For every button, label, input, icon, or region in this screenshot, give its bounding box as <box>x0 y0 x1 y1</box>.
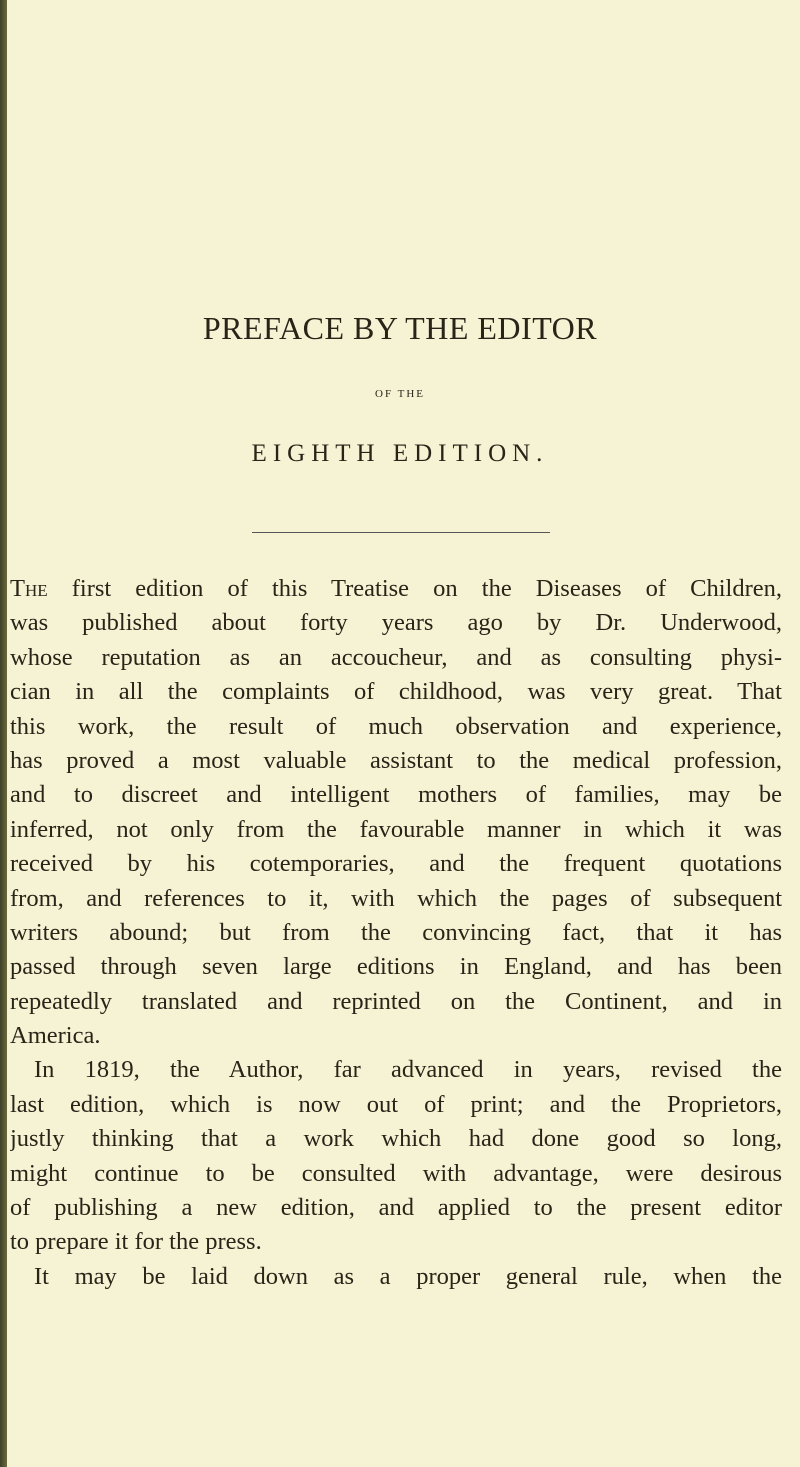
book-spine-edge <box>0 0 7 1467</box>
text-line: In 1819, the Author, far advanced in years, revised the <box>34 1056 782 1084</box>
page-title: PREFACE BY THE EDITOR <box>202 310 598 346</box>
text-line: this work, the result of much observation and experience, <box>10 712 782 740</box>
text-line: last edition, which is now out of print; and the Proprietors, <box>10 1090 782 1118</box>
text-line: and to discreet and intelligent mothers of families, may be <box>10 781 782 809</box>
text-line: has proved a most valuable assistant to the medical profession, <box>10 746 782 774</box>
text-line: passed through seven large editions in England, and has been <box>10 953 782 981</box>
text-line: justly thinking that a work which had done good so long, <box>10 1125 782 1153</box>
text-line: received by his cotemporaries, and the frequent quotations <box>10 850 782 878</box>
text-line: from, and references to it, with which the pages of subsequent <box>10 884 782 912</box>
text-line: to prepare it for the press. <box>10 1228 262 1256</box>
text-line: whose reputation as an accoucheur, and as consulting physi- <box>10 643 782 671</box>
text-line: of publishing a new edition, and applied to the present editor <box>10 1194 782 1222</box>
text-line: writers abound; but from the convincing fact, that it has <box>10 918 782 946</box>
text-line: repeatedly translated and reprinted on the Continent, and in <box>10 987 782 1015</box>
body-text <box>10 572 782 1294</box>
text-line: cian in all the complaints of childhood, was very great. That <box>10 678 782 706</box>
text-line: It may be laid down as a proper general rule, when the <box>34 1262 782 1290</box>
drop-lead-word: The <box>10 575 48 602</box>
text-line: inferred, not only from the favourable manner in which it was <box>10 815 782 843</box>
text-line: America. <box>10 1022 101 1050</box>
text-line: The first edition of this Treatise on the Diseases of Children, <box>10 575 782 602</box>
text-line: might continue to be consulted with advantage, were desirous <box>10 1159 782 1187</box>
edition-heading: EIGHTH EDITION. <box>251 440 549 467</box>
text-line: was published about forty years ago by Dr. Underwood, <box>10 609 782 637</box>
divider-rule <box>252 532 550 533</box>
title-connector: OF THE <box>375 388 425 400</box>
